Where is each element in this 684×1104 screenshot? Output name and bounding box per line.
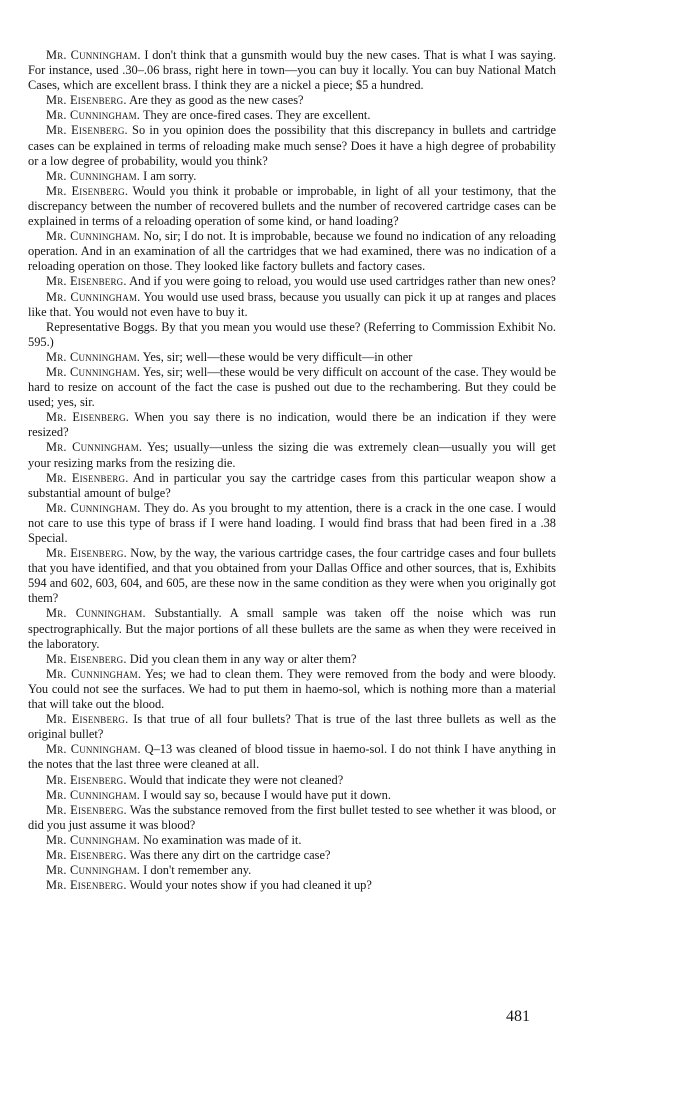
speaker: Mr. Eisenberg. [46,712,129,727]
paragraph-text: Is that true of all four bullets? That is true of the last three bullets as well as the original bullet? [28,712,556,742]
paragraph [28,788,556,803]
speaker: Mr. Eisenberg. [46,772,127,787]
speaker: Mr. Cunningham. [46,364,141,379]
speaker: Mr. Eisenberg. [46,878,127,893]
paragraph [28,290,556,320]
paragraph-text: Would that indicate they were not cleaned? [126,772,344,787]
paragraph-text: I am sorry. [140,168,197,183]
speaker: Mr. Cunningham. [46,108,141,123]
paragraph-text: No, sir; I do not. It is improbable, because we found no indication of any reloading operation. And in an examination of all the cartridges that we had examined, there was no indication of a reloading operation on those. They looked like factory bullets and factory cases. [28,229,556,274]
paragraph [28,667,556,712]
paragraph-text: Did you clean them in any way or alter them? [126,651,357,666]
speaker: Mr. Eisenberg. [46,651,127,666]
speaker: Mr. Eisenberg. [46,470,129,485]
speaker: Mr. Cunningham. [46,349,141,364]
paragraph [28,108,556,123]
paragraph [28,274,556,289]
paragraph [28,410,556,440]
paragraph-text: I would say so, because I would have put it down. [140,787,391,802]
paragraph-text: No examination was made of it. [140,832,302,847]
paragraph [28,320,556,350]
paragraph-text: They are once-fired cases. They are excellent. [140,108,371,123]
paragraph [28,773,556,788]
paragraph-text: Would you think it probable or improbable, in light of all your testimony, that the discrepancy between the number of recovered bullets and the number of recovered cartridge cases can be explained in terms of a reloading operation of some kind, or hand loading? [28,183,556,229]
speaker: Representative Boggs. [46,319,158,334]
paragraph-text: So in you opinion does the possibility that this discrepancy in bullets and cartridge cases can be explained in terms of reloading make much sense? Does it have a high degree of probability or a low degree of probability, would you think? [28,123,556,168]
speaker: Mr. Eisenberg. [46,847,127,862]
speaker: Mr. Cunningham. [46,666,142,681]
paragraph-text: You would use used brass, because you usually can pick it up at ranges and places like that. You would not even have to buy it. [28,289,556,319]
paragraph [28,606,556,651]
paragraph [28,93,556,108]
speaker: Mr. Eisenberg. [46,123,128,138]
paragraph [28,471,556,501]
paragraph [28,712,556,742]
speaker: Mr. Cunningham. [46,289,141,304]
speaker: Mr. Cunningham. [46,440,143,455]
page-number: 481 [506,1008,530,1025]
paragraph [28,365,556,410]
paragraph-text: Was there any dirt on the cartridge case? [126,847,331,862]
paragraph [28,501,556,546]
speaker: Mr. Cunningham. [46,832,141,847]
speaker: Mr. Cunningham. [46,229,141,244]
paragraph-text: Are they as good as the new cases? [126,93,304,108]
paragraph [28,803,556,833]
speaker: Mr. Eisenberg. [46,93,127,108]
paragraph [28,48,556,93]
paragraph [28,229,556,274]
paragraph-text: Q–13 was cleaned of blood tissue in haemo-sol. I do not think I have anything in the notes that the last three were cleaned at all. [28,742,556,772]
speaker: Mr. Eisenberg. [46,274,127,289]
paragraph [28,123,556,168]
paragraph-text: Yes, sir; well—these would be very difficult—in other [140,349,413,364]
speaker: Mr. Cunningham. [46,500,141,515]
paragraph [28,546,556,606]
speaker: Mr. Eisenberg. [46,546,127,561]
paragraph-text: And if you were going to reload, you would use used cartridges rather than new ones? [126,274,556,289]
speaker: Mr. Eisenberg. [46,183,129,198]
paragraph-text: Yes; usually—unless the sizing die was extremely clean—usually you will get your resizing marks from the resizing die. [28,440,556,470]
paragraph [28,848,556,863]
speaker: Mr. Eisenberg. [46,802,127,817]
speaker: Mr. Cunningham. [46,742,141,757]
paragraph-text: By that you mean you would use these? (Referring to Commission Exhibit No. 595.) [28,319,556,349]
paragraph-text: I don't think that a gunsmith would buy the new cases. That is what I was saying. For instance, used .30–.06 brass, right here in town—you can buy it locally. You can buy National Match Cases, which are excellent brass. I think they are a nickel a piece; $5 a hundred. [28,48,556,93]
speaker: Mr. Eisenberg. [46,410,130,425]
paragraph [28,440,556,470]
speaker: Mr. Cunningham. [46,863,141,878]
paragraph-text: Yes; we had to clean them. They were removed from the body and were bloody. You could not see the surfaces. We had to put them in haemo-sol, which is nothing more than a material that will take out the blood. [28,666,556,712]
paragraph-text: Substantially. A small sample was taken off the noise which was run spectrographically. But the major portions of all these bullets are the same as when they were received in the laboratory. [28,606,556,651]
paragraph-text: Would your notes show if you had cleaned it up? [126,878,372,893]
testimony-page [28,48,556,893]
paragraph [28,350,556,365]
paragraph-text: Yes, sir; well—these would be very difficult on account of the case. They would be hard to resize on account of the fact the case is pushed out due to the rechambering. But they could be used; yes, sir. [28,364,556,410]
paragraph-text: When you say there is no indication, would there be an indication if they were resized? [28,410,556,440]
paragraph [28,184,556,229]
paragraph [28,652,556,667]
paragraph [28,863,556,878]
paragraph [28,169,556,184]
speaker: Mr. Cunningham. [46,787,141,802]
paragraph [28,833,556,848]
paragraph-text: Now, by the way, the various cartridge cases, the four cartridge cases and four bullets that you have identified, and that you obtained from your Dallas Office and other sources, that is, Exhibits 594 and 602, 603, 604, and 605, are these now in the same condition as they were when you originally got them? [28,546,557,606]
paragraph-text: They do. As you brought to my attention, there is a crack in the one case. I would not care to use this type of brass if I were hand loading. I would find brass that had been fired in a .38 Special. [28,500,557,545]
speaker: Mr. Cunningham. [46,168,141,183]
paragraph [28,878,556,893]
paragraph-text: Was the substance removed from the first bullet tested to see whether it was blood, or did you just assume it was blood? [28,802,557,832]
paragraph [28,742,556,772]
speaker: Mr. Cunningham. [46,48,141,62]
paragraph-text: I don't remember any. [140,863,252,878]
paragraph-text: And in particular you say the cartridge cases from this particular weapon show a substantial amount of bulge? [28,470,556,500]
speaker: Mr. Cunningham. [46,606,146,621]
